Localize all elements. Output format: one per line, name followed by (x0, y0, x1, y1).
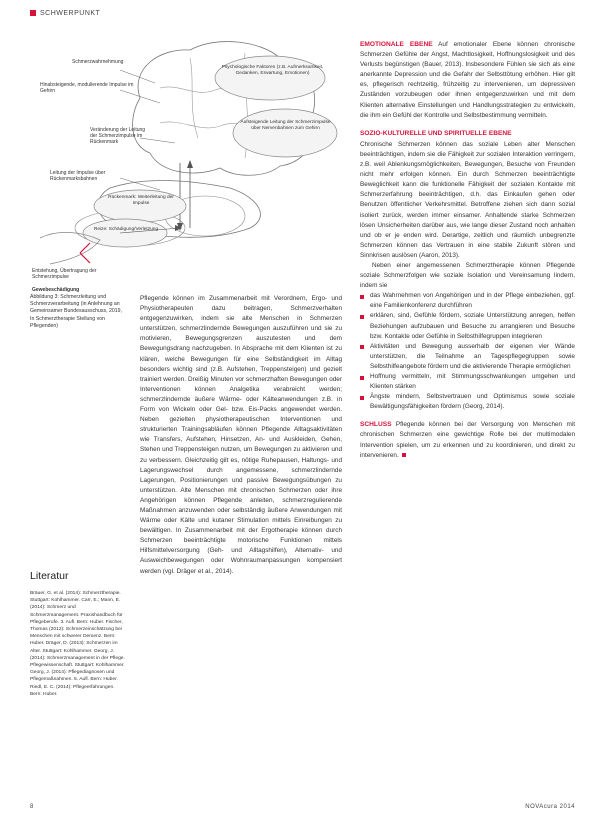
label-brain2: Aufsteigende Leitung der Schmerzimpulse über Nervenbahnen zum Gehirn (240, 120, 331, 131)
figure-caption: Abbildung 3: Schmerzleitung und Schmerzverarbeitung (in Anlehnung an Gemeinsamer Bundesausschuss, 2019, In Schmerztherapie Stellung von Pflegenden) (30, 294, 122, 329)
end-marker (402, 453, 406, 457)
page-number: 8 (30, 804, 34, 810)
section-header: SCHWERPUNKT (30, 10, 100, 17)
emo-heading: EMOTIONALE EBENE (360, 41, 433, 48)
section-marker (30, 10, 36, 16)
soz-heading: SOZIO-KULTURELLE UND SPIRITUELLE EBENE (360, 129, 512, 137)
list-item: Ängste mindern, Selbstvertrauen und Optimismus sowie soziale Bewältigungsfähigkeiten fördern (Georg, 2014). (360, 392, 575, 412)
ascending-bubble (233, 109, 337, 157)
label-left1: Hinabsteigende, modulierende Impulse im Gehirn (40, 82, 134, 94)
column-2 (360, 40, 575, 461)
soz-text: Chronische Schmerzen können das soziale Leben alter Menschen beeinträchtigen, indem sie die Fähigkeit zur sozialen Interaktion verringern, z.B. weil Ablenkungsmöglichkeiten, Bewegungen, Besuche von Freunden nicht mehr erfolgen können. Ein durch Schmerzen beeinträchtigte Beweglichkeit kann die funktionelle Fähigkeit der sozialen Kontakte mit Schmerzerfahrung beeinträchtigen, d.h. das Einkaufen gehen oder Benutzen öffentlicher Verkehrsmittel. Betroffene ziehen sich dann sozial isoliert zurück, werden immer einsamer. Anhaltende starke Schmerzen lösen Unsicherheiten darüber aus, wie lange dieser Zustand noch anhalten und ob er je enden wird. Derartige, zeitlich und räumlich unbegrenzte Schmerzen können das Vertrauen in eine stabile Zukunft stören und Sinnkrisen auslösen (Aaron, 2013). (360, 140, 575, 259)
label-top: Schmerzwahrnehmung (72, 59, 124, 65)
conclusion-paragraph (360, 420, 575, 460)
pain-pathway-figure (30, 28, 340, 320)
literature-title: Literatur (30, 570, 69, 582)
list-item: Hoffnung vermitteln, mit Stimmungsschwankungen umgehen und Klienten stärken (360, 372, 575, 392)
list-item: Aktivitäten und Bewegung ausserhalb der eigenen vier Wände unterstützen, die Teilnahme an Tagespflegegruppen sowie Selbsthilfeangebote fördern und die aktivierende Therapie ermöglichen (360, 342, 575, 372)
label-spine: Rückenmark: Weiterleitung der Impulse (108, 195, 174, 206)
col1-paragraph: Pflegende können im Zusammenarbeit mit Verordnern, Ergo- und Physiotherapeuten dazu beitragen, Schmerzverhalten entgegenzuwirken, indem sie alte Menschen in Schmerzen unterstützen, schmerzlindernde Bewegungen auszuführen und sie zu motivieren, Bewegungsgrenzen auszutesten und dem Bewegungsdrang nachzugeben. In Absprache mit dem Klienten ist zu klären, welche Bewegungen für eine Selbständigkeit im Alltag besonders wichtig sind (z.B. Aufstehen, Treppensteigen) und gezielt trainiert werden. Dreißig Minuten vor schmerzhaften Bewegungen oder Interventionen können Analgetika verabreicht werden; schmerzlindernde äußere Wärme- oder Kälteanwendungen z.B. in Form von Wickeln oder Gel- bzw. Eis-Packs angewendet werden. Neben gezielten physiotherapeutischen Interventionen und strukturierten Trainingsabläufen können Pflegende Alltagsaktivitäten wie Transfers, Aufstehen, Hinsetzen, An- und Auskleiden, Gehen, Stehen und Treppensteigen nutzen, um Bewegungen zu aktivieren und zu verbessern. Gleichzeitig gilt es, nötige Ruhepausen, Haltungs- und Lagerungswechsel durch angemessene, schmerzlindernde Lagerungen, Positionierungen und passive Bewegungsübungen zu unterstützen. Alte Menschen mit chronischen Schmerzen oder ihre Angehörigen können Pflegende anleiten, schmerzregulierende Maßnahmen anzuwenden oder selbständig äußere Anwendungen mit Wärme oder Kälte und kutaner Stimulation mittels Einreibungen zu bewältigen. In Zusammenarbeit mit der Ergotherapie können durch Schmerzen beeinträchtigte motorische Funktionen mittels Hilfsmittelversorgung (Geh- und Alltagshilfen), Alternativ- und Ausweichbewegungen oder Wohnraumanpassungen kompensiert werden (vgl. Dräger et al., 2014). (140, 295, 342, 575)
label-left3: Leitung der Impulse über Rückenmarksbahnen (50, 170, 106, 182)
psych-factors-bubble (215, 56, 325, 100)
list-item: das Wahrnehmen von Angehörigen und in der Pflege einbeziehen, ggf. eine Familienkonferenz durchführen (360, 291, 575, 311)
conclusion-text: Pflegende können bei der Versorgung von Menschen mit chronischen Schmerzen eine gewichtige Rolle bei der multimodalen Intervention spielen, um zu erkennen und zu koordinieren, und direkt zu intervenieren. (360, 421, 575, 459)
list-intro: Neben einer angemessenen Schmerztherapie können Pflegende soziale Schmerzfolgen wie soziale Isolation und Vereinsamung lindern, indem sie (360, 261, 575, 290)
literature-box (30, 570, 126, 698)
injury-bubble (83, 219, 167, 247)
literature-text: Bräuer, G. et al. (2014): Schmerztherapie. Stuttgart: Kohlhammer. Carr, E.; Mann, E. (2014): Schmerz und Schmerzmanagement. Praxishandbuch für Pflegeberufe. 3. Aufl. Bern: Huber. Fischer, Thomas (2012): Schmerzeinschätzung bei Menschen mit schwerer Demenz. Bern: Huber. Dräger, D. (2013): Schmerzen im Alter. Stuttgart: Kohlhammer. Georg, J. (2014): Schmerzmanagement in der Pflege. Pflegewissenschaft. Stuttgart: Kohlhammer. Georg, J. (2014): Pflegediagnosen und Pflegemaßnahmen. 5. Aufl. Bern: Huber. Riedl, E. C. (2014): Pflegeerfahrungen. Bern: Huber. (30, 591, 125, 697)
conclusion-heading: SCHLUSS (360, 421, 392, 429)
label-bottom2: Entstehung, Übertragung der Schmerzimpulse (32, 268, 97, 280)
label-left2: Veränderung der Leitung der Schmerzimpulse im Rückenmark (90, 127, 146, 145)
label-brain1: Psychologische Faktoren (z.B. Aufmerksamkeit, Gedanken, Erwartung, Emotionen) (221, 65, 324, 76)
measures-list (360, 291, 575, 412)
list-item: erklären, sind, Gefühle fördern, soziale Unterstützung anregen, helfen Beziehungen aufzubauen und Besuche zu arrangieren und Besuche bzw. Kontakte oder Gefühle in Selbsthilfegruppen integrieren (360, 311, 575, 341)
journal-footer: NOVAcura 2014 (525, 804, 575, 810)
emo-paragraph (360, 40, 575, 121)
column-1 (140, 294, 342, 577)
label-injury: Reize: Schädigung/Verletzung (93, 227, 159, 232)
emo-text: Auf emotionaler Ebene können chronische Schmerzen Gefühle der Angst, Machtlosigkeit, Hoffnungslosigkeit und des Verlusts begünstigen (Bauer, 2013). Insbesondere Fühlen sie sich als eine anerkannte Depression und die Gefahr der Selbsttötung erhöhen. Hier gilt es, pflegerisch rechtzeitig, frühzeitig zu intervenieren, um depressiven Zuständen vorzubeugen oder ihnen entgegenzuwirken und mit dem Klienten alternative Einstellungen und Handlungsstrategien zu entwickeln, die ihm ein Gefühl der Kontrolle und Selbstbestimmung vermitteln. (360, 41, 575, 119)
label-bottom3: Gewebeschädigung (32, 287, 80, 293)
